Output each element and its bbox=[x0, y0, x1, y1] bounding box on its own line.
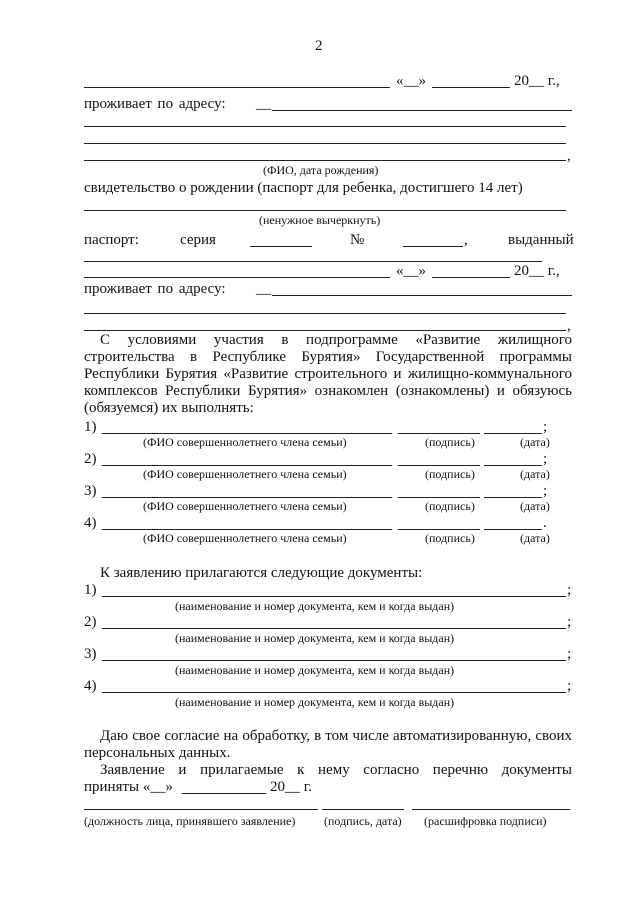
number-field-line[interactable] bbox=[403, 246, 463, 247]
member-sign-caption: (подпись) bbox=[425, 531, 475, 545]
member-end: ; bbox=[543, 451, 548, 467]
member-end: . bbox=[543, 515, 547, 531]
birth-certificate-line[interactable] bbox=[84, 210, 566, 211]
line-end-comma: , bbox=[567, 148, 571, 164]
member-sign-line[interactable] bbox=[398, 529, 480, 530]
member-fio-line[interactable] bbox=[102, 529, 392, 530]
issued-label: выданный bbox=[508, 232, 574, 248]
position-signature-line[interactable] bbox=[84, 809, 318, 810]
sign-date-caption: (подпись, дата) bbox=[324, 814, 402, 828]
member-fio-caption: (ФИО совершеннолетнего члена семьи) bbox=[143, 499, 347, 513]
fio-field-line[interactable] bbox=[84, 87, 390, 88]
data-consent-paragraph: Даю свое согласие на обработку, в том числе автоматизированную, своих персональных данных. bbox=[84, 728, 572, 761]
member-number: 4) bbox=[84, 515, 97, 531]
attachment-end: ; bbox=[567, 582, 572, 598]
decode-caption: (расшифровка подписи) bbox=[424, 814, 547, 828]
passport-issued-line[interactable] bbox=[84, 261, 542, 262]
member-fio-caption: (ФИО совершеннолетнего члена семьи) bbox=[143, 467, 347, 481]
member-number: 1) bbox=[84, 419, 97, 435]
address-line-2b[interactable] bbox=[84, 313, 566, 314]
member-number: 2) bbox=[84, 451, 97, 467]
address-line-4[interactable] bbox=[84, 160, 566, 161]
number-label: № bbox=[350, 232, 365, 248]
address-line-3[interactable] bbox=[84, 143, 566, 144]
passport-label: паспорт: bbox=[84, 232, 139, 248]
page-number: 2 bbox=[315, 38, 323, 54]
accepted-line: Заявление и прилагаемые к нему согласно перечню документы bbox=[100, 762, 572, 778]
accepted-date-line[interactable] bbox=[182, 793, 266, 794]
attachment-number: 2) bbox=[84, 614, 97, 630]
member-fio-line[interactable] bbox=[102, 497, 392, 498]
address-label-2: проживает по адресу: bbox=[84, 281, 226, 297]
attachment-caption: (наименование и номер документа, кем и когда выдан) bbox=[175, 663, 455, 677]
series-field-line[interactable] bbox=[250, 246, 312, 247]
decode-line[interactable] bbox=[412, 809, 570, 810]
date-field-line-2[interactable] bbox=[432, 277, 510, 278]
member-number: 3) bbox=[84, 483, 97, 499]
accepted-year: 20__ г. bbox=[270, 779, 312, 795]
date-field-line[interactable] bbox=[432, 87, 510, 88]
member-sign-caption: (подпись) bbox=[425, 499, 475, 513]
address-prefix-2: __ bbox=[256, 281, 271, 297]
passport-comma: , bbox=[464, 232, 468, 248]
member-sign-line[interactable] bbox=[398, 497, 480, 498]
attachment-number: 4) bbox=[84, 678, 97, 694]
address-line-2c[interactable] bbox=[84, 330, 566, 331]
year-label-2: 20__ г., bbox=[514, 263, 560, 279]
attachment-line[interactable] bbox=[102, 692, 566, 693]
conditions-paragraph: С условиями участия в подпрограмме «Развитие жилищного строительства в Республике Бурятия» Государственной программы Республики Бурятия «Развитие строительного и жилищно-коммунального комплексов Республики Бурятия» ознакомлен (ознакомлены) и обязуюсь (обязуемся) их выполнять: bbox=[84, 332, 572, 416]
member-date-caption: (дата) bbox=[520, 499, 550, 513]
address-label: проживает по адресу: bbox=[84, 96, 226, 112]
series-label: серия bbox=[180, 232, 216, 248]
attachment-line[interactable] bbox=[102, 628, 566, 629]
date-day-month-2: «__» bbox=[396, 263, 426, 279]
member-fio-line[interactable] bbox=[102, 433, 392, 434]
line-end-comma-2: , bbox=[567, 318, 571, 334]
year-label: 20__ г., bbox=[514, 73, 560, 89]
sign-date-line[interactable] bbox=[322, 809, 404, 810]
member-sign-caption: (подпись) bbox=[425, 467, 475, 481]
cross-out-caption: (ненужное вычеркнуть) bbox=[259, 213, 381, 227]
member-sign-line[interactable] bbox=[398, 465, 480, 466]
attachment-line[interactable] bbox=[102, 596, 566, 597]
address-prefix: __ bbox=[256, 96, 271, 112]
attachment-end: ; bbox=[567, 646, 572, 662]
member-sign-caption: (подпись) bbox=[425, 435, 475, 449]
attachment-number: 3) bbox=[84, 646, 97, 662]
attachment-line[interactable] bbox=[102, 660, 566, 661]
fio-field-line-2[interactable] bbox=[84, 277, 390, 278]
date-day-month: «__» bbox=[396, 73, 426, 89]
member-date-caption: (дата) bbox=[520, 435, 550, 449]
member-sign-line[interactable] bbox=[398, 433, 480, 434]
fio-dob-caption: (ФИО, дата рождения) bbox=[263, 163, 379, 177]
member-end: ; bbox=[543, 483, 548, 499]
attachments-heading: К заявлению прилагаются следующие документы: bbox=[100, 565, 423, 581]
attachment-end: ; bbox=[567, 678, 572, 694]
member-date-caption: (дата) bbox=[520, 531, 550, 545]
attachment-caption: (наименование и номер документа, кем и когда выдан) bbox=[175, 599, 455, 613]
member-date-line[interactable] bbox=[484, 433, 542, 434]
address-field-line-2[interactable] bbox=[272, 295, 572, 296]
address-line-2[interactable] bbox=[84, 126, 566, 127]
attachment-number: 1) bbox=[84, 582, 97, 598]
position-caption: (должность лица, принявшего заявление) bbox=[84, 814, 296, 828]
birth-certificate-label: свидетельство о рождении (паспорт для ребенка, достигшего 14 лет) bbox=[84, 180, 523, 196]
address-field-line[interactable] bbox=[272, 110, 572, 111]
attachment-caption: (наименование и номер документа, кем и когда выдан) bbox=[175, 631, 455, 645]
member-end: ; bbox=[543, 419, 548, 435]
attachment-end: ; bbox=[567, 614, 572, 630]
member-date-caption: (дата) bbox=[520, 467, 550, 481]
member-date-line[interactable] bbox=[484, 529, 542, 530]
attachment-caption: (наименование и номер документа, кем и когда выдан) bbox=[175, 695, 455, 709]
member-date-line[interactable] bbox=[484, 465, 542, 466]
accepted-date-prefix: приняты «__» bbox=[84, 779, 173, 795]
member-fio-caption: (ФИО совершеннолетнего члена семьи) bbox=[143, 531, 347, 545]
member-fio-line[interactable] bbox=[102, 465, 392, 466]
member-fio-caption: (ФИО совершеннолетнего члена семьи) bbox=[143, 435, 347, 449]
member-date-line[interactable] bbox=[484, 497, 542, 498]
